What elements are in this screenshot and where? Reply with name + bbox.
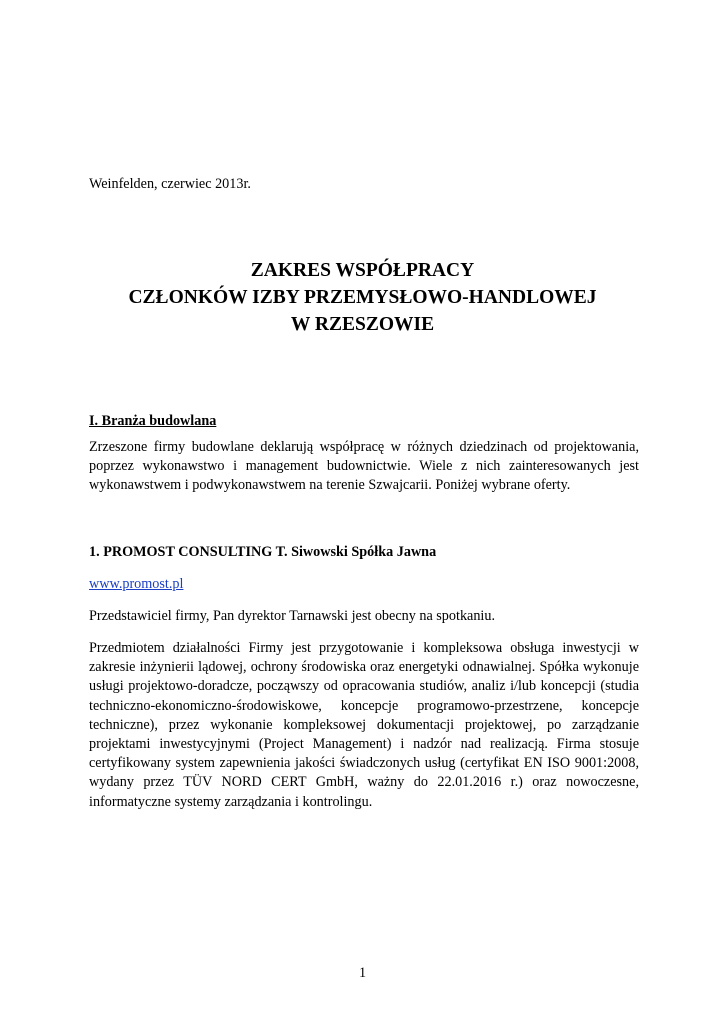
representative-paragraph: Przedstawiciel firmy, Pan dyrektor Tarnawski jest obecny na spotkaniu. (89, 608, 496, 624)
title-line-3: W RZESZOWIE (290, 314, 435, 335)
page-number: 1 (358, 965, 367, 981)
description-paragraph: Przedmiotem działalności Firmy jest przygotowanie i kompleksowa obsługa inwestycji w zakresie inżynierii lądowej, ochrony środowiska oraz energetyki odnawialnej. Spółka wykonuje usługi projektowo-doradcze, począwszy od opracowania studiów, analiz i/lub koncepcji (studia techniczno-ekonomiczno-środowiskowe, koncepcje programowo-przestrzene, koncepcje techniczne), przez wykonanie kompleksowej dokumentacji projektowej, po zarządzanie projektami inwestycyjnymi (Project Management) i nadzór nad realizacją. Firma stosuje certyfikowany system zapewnienia jakości świadczonych usług (certyfikat EN ISO 9001:2008, wydany przez TÜV NORD CERT GmbH, ważny do 22.01.2016 r.) oraz nowoczesne, informatyczne systemy zarządzania i kontrolingu. (89, 640, 639, 810)
company-website-link[interactable]: www.promost.pl (89, 576, 184, 592)
place-date: Weinfelden, czerwiec 2013r. (89, 176, 251, 192)
intro-paragraph: Zrzeszone firmy budowlane deklarują współpracę w różnych dziedzinach od projektowania, poprzez wykonawstwo i management budownictwie. Wiele z nich zainteresowanych jest wykonawstwem i podwykonawstwem na terenie Szwajcarii. Poniżej wybrane oferty. (89, 439, 639, 494)
company-heading: 1. PROMOST CONSULTING T. Siwowski Spółka Jawna (89, 544, 437, 560)
title-line-1: ZAKRES WSPÓŁPRACY (250, 260, 475, 281)
section-heading: I. Branża budowlana (89, 413, 217, 429)
title-line-2: CZŁONKÓW IZBY PRZEMYSŁOWO-HANDLOWEJ (128, 287, 597, 308)
document-title (0, 257, 725, 338)
